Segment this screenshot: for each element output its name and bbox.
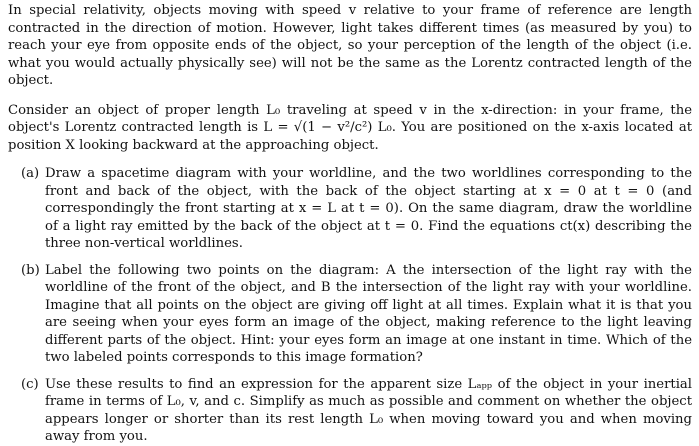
part-text-c: Use these results to find an expression for the apparent size Lₐₚₚ of the object in your inertial frame in terms of L₀, v, and c. Simplify as much as possible and comment on whether the object appears longer or shorter than its rest length L₀ when moving toward you and when moving away from you. [45,376,692,444]
part-marker-a: (a) [21,166,40,181]
part-marker-b: (b) [21,262,40,278]
paragraph-spacer [8,90,692,102]
part-text-b: Label the following two points on the diagram: A the intersection of the light ray with the worldline of the front of the object, and B the intersection of the light ray with your worldline. Imagine that all points on the object are giving off light at all times. Explain what it is that you are seeing when your eyes form an image of the object, making reference to the light leaving different parts of the object. Hint: your eyes form an image at one instant in time. Which of the two labeled points corresponds to this image formation? [45,262,692,365]
intro-paragraph-2: Consider an object of proper length L₀ traveling at speed v in the x-direction: in your frame, the object's Lorentz contracted length is L = √(1 − v²/c²) L₀. You are positioned on the x-axis located at position X looking backward at the approaching object. [8,102,692,153]
problem-text [8,2,692,446]
part-text-a: Draw a spacetime diagram with your worldline, and the two worldlines corresponding to the front and back of the object, with the back of the object starting at x = 0 at t = 0 (and correspondingly the front starting at x = L at t = 0). On the same diagram, draw the worldline of a light ray emitted by the back of the object at t = 0. Find the equations ct(x) describing the three non-vertical worldlines. [45,166,692,251]
part-marker-c: (c) [21,376,39,392]
question-part-b [8,262,692,367]
section-spacer [8,154,692,165]
question-parts-list [8,165,692,446]
intro-paragraph-1: In special relativity, objects moving with speed v relative to your frame of reference are length contracted in the direction of motion. However, light takes different times (as measured by you) to reach your eye from opposite ends of the object, so your perception of the length of the object (i.e. what you would actually physically see) will not be the same as the Lorentz contracted length of the object. [8,3,692,88]
question-part-a [8,165,692,253]
question-part-c [8,376,692,446]
